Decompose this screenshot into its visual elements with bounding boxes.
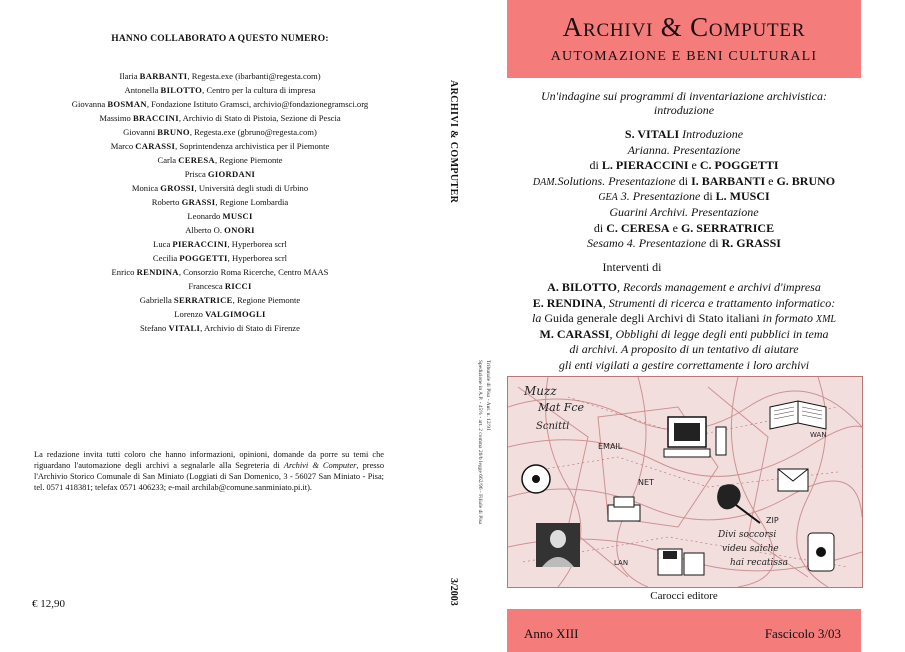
contributor-entry bbox=[0, 167, 440, 181]
contributor-first-name: Francesca bbox=[188, 281, 225, 291]
contributor-entry bbox=[0, 293, 440, 307]
toc-entry: Sesamo 4. Presentazione di R. GRASSI bbox=[587, 236, 781, 251]
spine-registration-note: Tribunale di Pisa - Aut. n. 12/91 bbox=[485, 360, 491, 431]
svg-text:Mat Fce: Mat Fce bbox=[538, 401, 585, 414]
contributor-first-name: Leonardo bbox=[187, 211, 223, 221]
contributor-entry bbox=[0, 237, 440, 251]
svg-text:LAN: LAN bbox=[614, 559, 629, 567]
contributor-surname: GRASSI bbox=[181, 197, 216, 207]
contributor-entry bbox=[0, 97, 440, 111]
contributor-entry bbox=[0, 69, 440, 83]
contributor-entry bbox=[0, 139, 440, 153]
contributor-entry bbox=[0, 251, 440, 265]
contributor-first-name: Marco bbox=[110, 141, 136, 151]
magazine-title: Archivi & Computer bbox=[562, 12, 806, 42]
contributor-surname: GROSSI bbox=[160, 183, 195, 193]
spine-postal-note: Spedizione in A.P. - 45% - art. 2 comma 20/b legge 662/96 - Filiale di Pisa bbox=[477, 360, 483, 525]
contributor-entry bbox=[0, 125, 440, 139]
contributor-first-name: Stefano bbox=[140, 323, 169, 333]
contributor-affiliation: , Centro per la cultura di impresa bbox=[202, 85, 316, 95]
collaborators-heading: HANNO COLLABORATO A QUESTO NUMERO: bbox=[111, 34, 329, 44]
toc-entry: gli enti vigilati a gestire correttamente i loro archivi bbox=[558, 357, 810, 372]
contributor-surname: ONORI bbox=[224, 225, 255, 235]
contributor-surname: SERRATRICE bbox=[173, 295, 233, 305]
contributor-surname: BRUNO bbox=[157, 127, 190, 137]
toc-entry: Arianna. Presentazione bbox=[627, 142, 741, 157]
contributor-affiliation: , Hyperborea scrl bbox=[227, 253, 288, 263]
contributor-entry bbox=[0, 265, 440, 279]
toc-entry: di archivi. A proposito di un tentativo di aiutare bbox=[569, 342, 799, 357]
toc-interventi bbox=[504, 280, 864, 374]
contributor-first-name: Antonella bbox=[124, 85, 161, 95]
toc-entry: GEA 3. Presentazione di L. MUSCI bbox=[598, 189, 770, 204]
contributor-first-name: Alberto O. bbox=[185, 225, 225, 235]
contributor-affiliation: , Università degli studi di Urbino bbox=[194, 183, 309, 193]
contributor-affiliation: , Consorzio Roma Ricerche, Centro MAAS bbox=[178, 267, 329, 277]
contributor-first-name: Giovanna bbox=[71, 99, 108, 109]
contributor-affiliation: , Archivio di Stato di Firenze bbox=[200, 323, 300, 333]
contributor-first-name: Carla bbox=[157, 155, 179, 165]
contributor-surname: RENDINA bbox=[136, 267, 179, 277]
contributor-affiliation: , Regione Lombardia bbox=[215, 197, 289, 207]
volume-year: Anno XIII bbox=[524, 626, 579, 641]
contributor-affiliation: , Regesta.exe (gbruno@regesta.com) bbox=[189, 127, 317, 137]
contributor-entry bbox=[0, 181, 440, 195]
svg-text:ZIP: ZIP bbox=[766, 516, 779, 525]
contributor-entry bbox=[0, 223, 440, 237]
toc-entry: di L. PIERACCINI e C. POGGETTI bbox=[589, 158, 779, 173]
contributor-surname: BOSMAN bbox=[107, 99, 147, 109]
front-header-band bbox=[507, 0, 861, 78]
contributor-first-name: Massimo bbox=[99, 113, 133, 123]
svg-text:Muzz: Muzz bbox=[524, 384, 557, 398]
contributor-affiliation: , Regione Piemonte bbox=[232, 295, 301, 305]
contributor-surname: VALGIMOGLI bbox=[205, 309, 266, 319]
contributor-first-name: Ilaria bbox=[119, 71, 140, 81]
contributor-first-name: Lorenzo bbox=[174, 309, 206, 319]
contributor-affiliation: , Archivio di Stato di Pistoia, Sezione di Pescia bbox=[178, 113, 341, 123]
notice-text: La redazione invita tutti coloro che hanno informazioni, opinioni, domande da porre su temi che riguardano l'automazione degli archivi a segnalarle alla Segreteria di bbox=[34, 450, 384, 470]
toc-entry: M. CARASSI, Obblighi di legge degli enti pubblici in tema bbox=[539, 326, 829, 341]
collaborators-list bbox=[0, 69, 440, 335]
contributor-entry bbox=[0, 307, 440, 321]
contributor-surname: CARASSI bbox=[135, 141, 176, 151]
toc-intro-line: Un'indagine sui programmi di inventariazione archivistica: bbox=[541, 89, 827, 103]
spine-title: ARCHIVI & COMPUTER bbox=[448, 80, 459, 204]
front-footer-band bbox=[507, 609, 861, 652]
contributor-first-name: Gabriella bbox=[139, 295, 174, 305]
contributor-first-name: Monica bbox=[131, 183, 161, 193]
contributor-affiliation: , Regesta.exe (ibarbanti@regesta.com) bbox=[187, 71, 321, 81]
svg-text:Scnitti: Scnitti bbox=[536, 421, 570, 432]
toc-entry: E. RENDINA, Strumenti di ricerca e trattamento informatico: bbox=[532, 295, 836, 310]
back-cover bbox=[0, 0, 440, 652]
toc-intro-line: introduzione bbox=[653, 103, 715, 117]
svg-text:videu saiche: videu saiche bbox=[722, 544, 779, 554]
contributor-surname: BILOTTO bbox=[160, 85, 203, 95]
toc-entry: di C. CERESA e G. SERRATRICE bbox=[593, 220, 775, 235]
contributor-surname: POGGETTI bbox=[179, 253, 228, 263]
contributor-affiliation: , Soprintendenza archivistica per il Piemonte bbox=[175, 141, 330, 151]
toc-presentations bbox=[504, 127, 864, 252]
contributor-first-name: Luca bbox=[153, 239, 173, 249]
toc-entry: Guarini Archivi. Presentazione bbox=[609, 204, 759, 219]
toc-section-intro bbox=[504, 89, 864, 117]
svg-text:Divi soccorsi: Divi soccorsi bbox=[718, 530, 777, 540]
contributor-surname: CERESA bbox=[178, 155, 215, 165]
contributor-first-name: Giovanni bbox=[123, 127, 158, 137]
toc-entry: la Guida generale degli Archivi di Stato italiani in formato XML bbox=[532, 311, 836, 326]
svg-text:hai recatissa: hai recatissa bbox=[730, 558, 789, 568]
contributor-entry bbox=[0, 153, 440, 167]
contributor-surname: BRACCINI bbox=[132, 113, 179, 123]
contributor-surname: GIORDANI bbox=[207, 169, 256, 179]
publisher: Carocci editore bbox=[650, 590, 718, 602]
contributor-affiliation: , Hyperborea scrl bbox=[227, 239, 287, 249]
contributor-entry bbox=[0, 209, 440, 223]
svg-text:WAN: WAN bbox=[810, 431, 827, 439]
contributor-first-name: Prisca bbox=[184, 169, 208, 179]
contributor-surname: MUSCI bbox=[222, 211, 253, 221]
contributor-surname: PIERACCINI bbox=[172, 239, 228, 249]
svg-text:NET: NET bbox=[638, 478, 654, 487]
toc-interventi-label: Interventi di bbox=[602, 260, 662, 274]
contributor-entry bbox=[0, 279, 440, 293]
notice-magazine-name: Archivi & Computer bbox=[283, 461, 357, 470]
price: € 12,90 bbox=[32, 598, 65, 610]
issue-number: Fascicolo 3/03 bbox=[764, 626, 841, 641]
magazine-subtitle: AUTOMAZIONE E BENI CULTURALI bbox=[550, 49, 818, 64]
contributor-first-name: Enrico bbox=[111, 267, 137, 277]
contributor-surname: RICCI bbox=[224, 281, 252, 291]
contributor-first-name: Cecilia bbox=[152, 253, 180, 263]
contributor-entry bbox=[0, 111, 440, 125]
cover-collage-image bbox=[508, 377, 862, 587]
cover-illustration bbox=[507, 376, 863, 588]
notice-address: , presso l'Archivio Storico Comunale di San Miniato (Loggiati di San Domenico, 3 - 56027 San Miniato - Pisa; tel. 0571 418381; telefax 0571 406233; e-mail archilab@comune.sanminiato.pi.it). bbox=[34, 461, 385, 492]
contributor-first-name: Roberto bbox=[151, 197, 182, 207]
editorial-notice bbox=[34, 449, 384, 493]
contributor-entry bbox=[0, 195, 440, 209]
contributor-affiliation: , Fondazione Istituto Gramsci, archivio@fondazionegramsci.org bbox=[146, 99, 369, 109]
contributor-entry bbox=[0, 321, 440, 335]
toc-entry: A. BILOTTO, Records management e archivi d'impresa bbox=[547, 280, 821, 294]
toc-entry: S. VITALI Introduzione bbox=[624, 127, 744, 141]
contributor-affiliation: , Regione Piemonte bbox=[214, 155, 283, 165]
contributor-surname: VITALI bbox=[168, 323, 201, 333]
spine-issue: 3/2003 bbox=[448, 578, 459, 606]
contributor-surname: BARBANTI bbox=[139, 71, 188, 81]
svg-text:EMAIL: EMAIL bbox=[598, 442, 623, 451]
toc-entry: DAM.Solutions. Presentazione di I. BARBANTI e G. BRUNO bbox=[532, 173, 836, 188]
contributor-entry bbox=[0, 83, 440, 97]
